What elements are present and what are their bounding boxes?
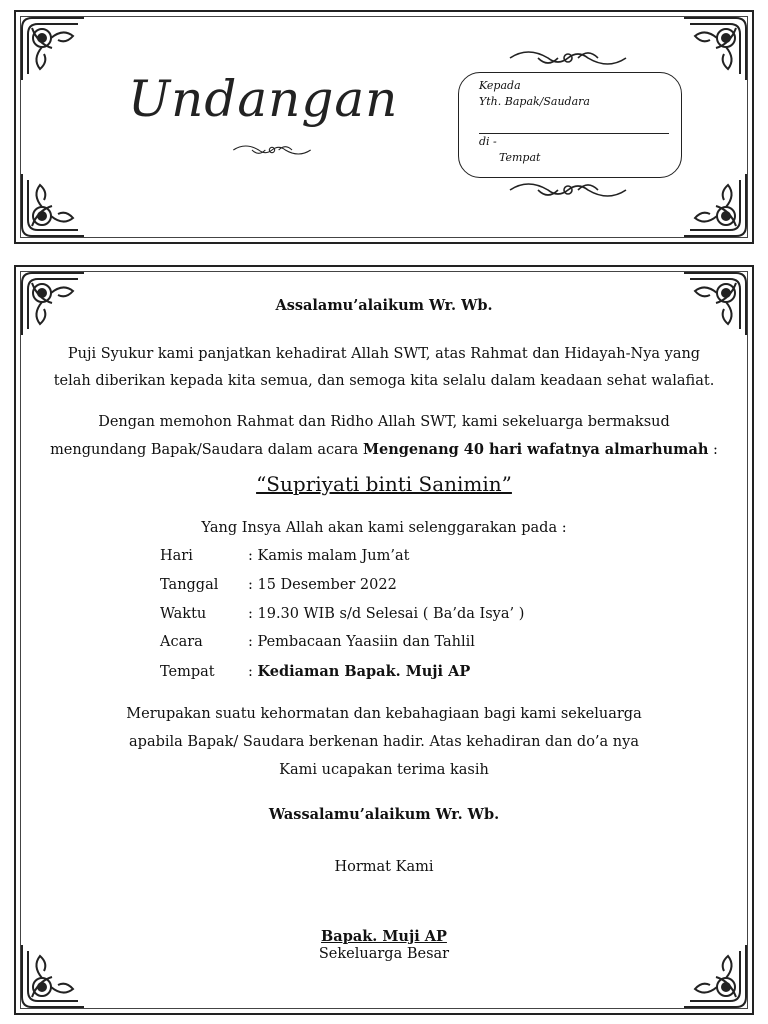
recipient-honorific: Yth. Bapak/Saudara [479,95,590,108]
event-intro: Yang Insya Allah akan kami selenggarakan pada : [201,520,567,536]
corner-ornament-icon [680,170,750,240]
detail-date: Tanggal : 15 Desember 2022 [160,577,397,593]
corner-ornament-icon [18,170,88,240]
recipient-to: Kepada [479,79,521,92]
closing-line-3: Kami ucapakan terima kasih [279,762,489,778]
paragraph-1-line-1: Puji Syukur kami panjatkan kehadirat Allah SWT, atas Rahmat dan Hidayah-Nya yang [67,346,701,362]
flourish-icon [232,130,312,170]
flourish-icon [508,44,628,72]
invitation-title: Undangan [128,70,399,128]
closing-line-1: Merupakan suatu kehormatan dan kebahagiaan bagi kami sekeluarga [126,706,642,722]
corner-ornament-icon [680,14,750,84]
signatory-family: Sekeluarga Besar [318,946,450,962]
detail-time: Waktu : 19.30 WIB s/d Selesai ( Ba’da Isya’ ) [160,606,525,622]
detail-place: Tempat : Kediaman Bapak. Muji AP [160,663,471,680]
recipient-box [458,72,682,178]
flourish-icon [508,176,628,204]
recipient-name-line [479,133,669,134]
paragraph-2-line-2: mengundang Bapak/Saudara dalam acara Mengenang 40 hari wafatnya almarhumah : [50,441,718,458]
deceased-name: “Supriyati binti Sanimin” [256,472,512,496]
detail-day: Hari : Kamis malam Jum’at [160,548,410,564]
paragraph-2-line-1: Dengan memohon Rahmat dan Ridho Allah SWT, kami sekeluarga bermaksud [98,414,670,430]
recipient-place: Tempat [499,151,541,164]
farewell: Wassalamu’alaikum Wr. Wb. [268,806,500,823]
regards: Hormat Kami [334,859,434,875]
detail-event: Acara : Pembacaan Yaasiin dan Tahlil [160,634,475,650]
paragraph-1-line-2: telah diberikan kepada kita semua, dan semoga kita selalu dalam keadaan sehat walafiat. [53,373,715,389]
signatory-name: Bapak. Muji AP [321,928,447,945]
greeting: Assalamu’alaikum Wr. Wb. [275,297,493,314]
closing-line-2: apabila Bapak/ Saudara berkenan hadir. Atas kehadiran dan do’a nya [129,734,639,750]
recipient-at: di - [479,135,497,148]
corner-ornament-icon [18,14,88,84]
